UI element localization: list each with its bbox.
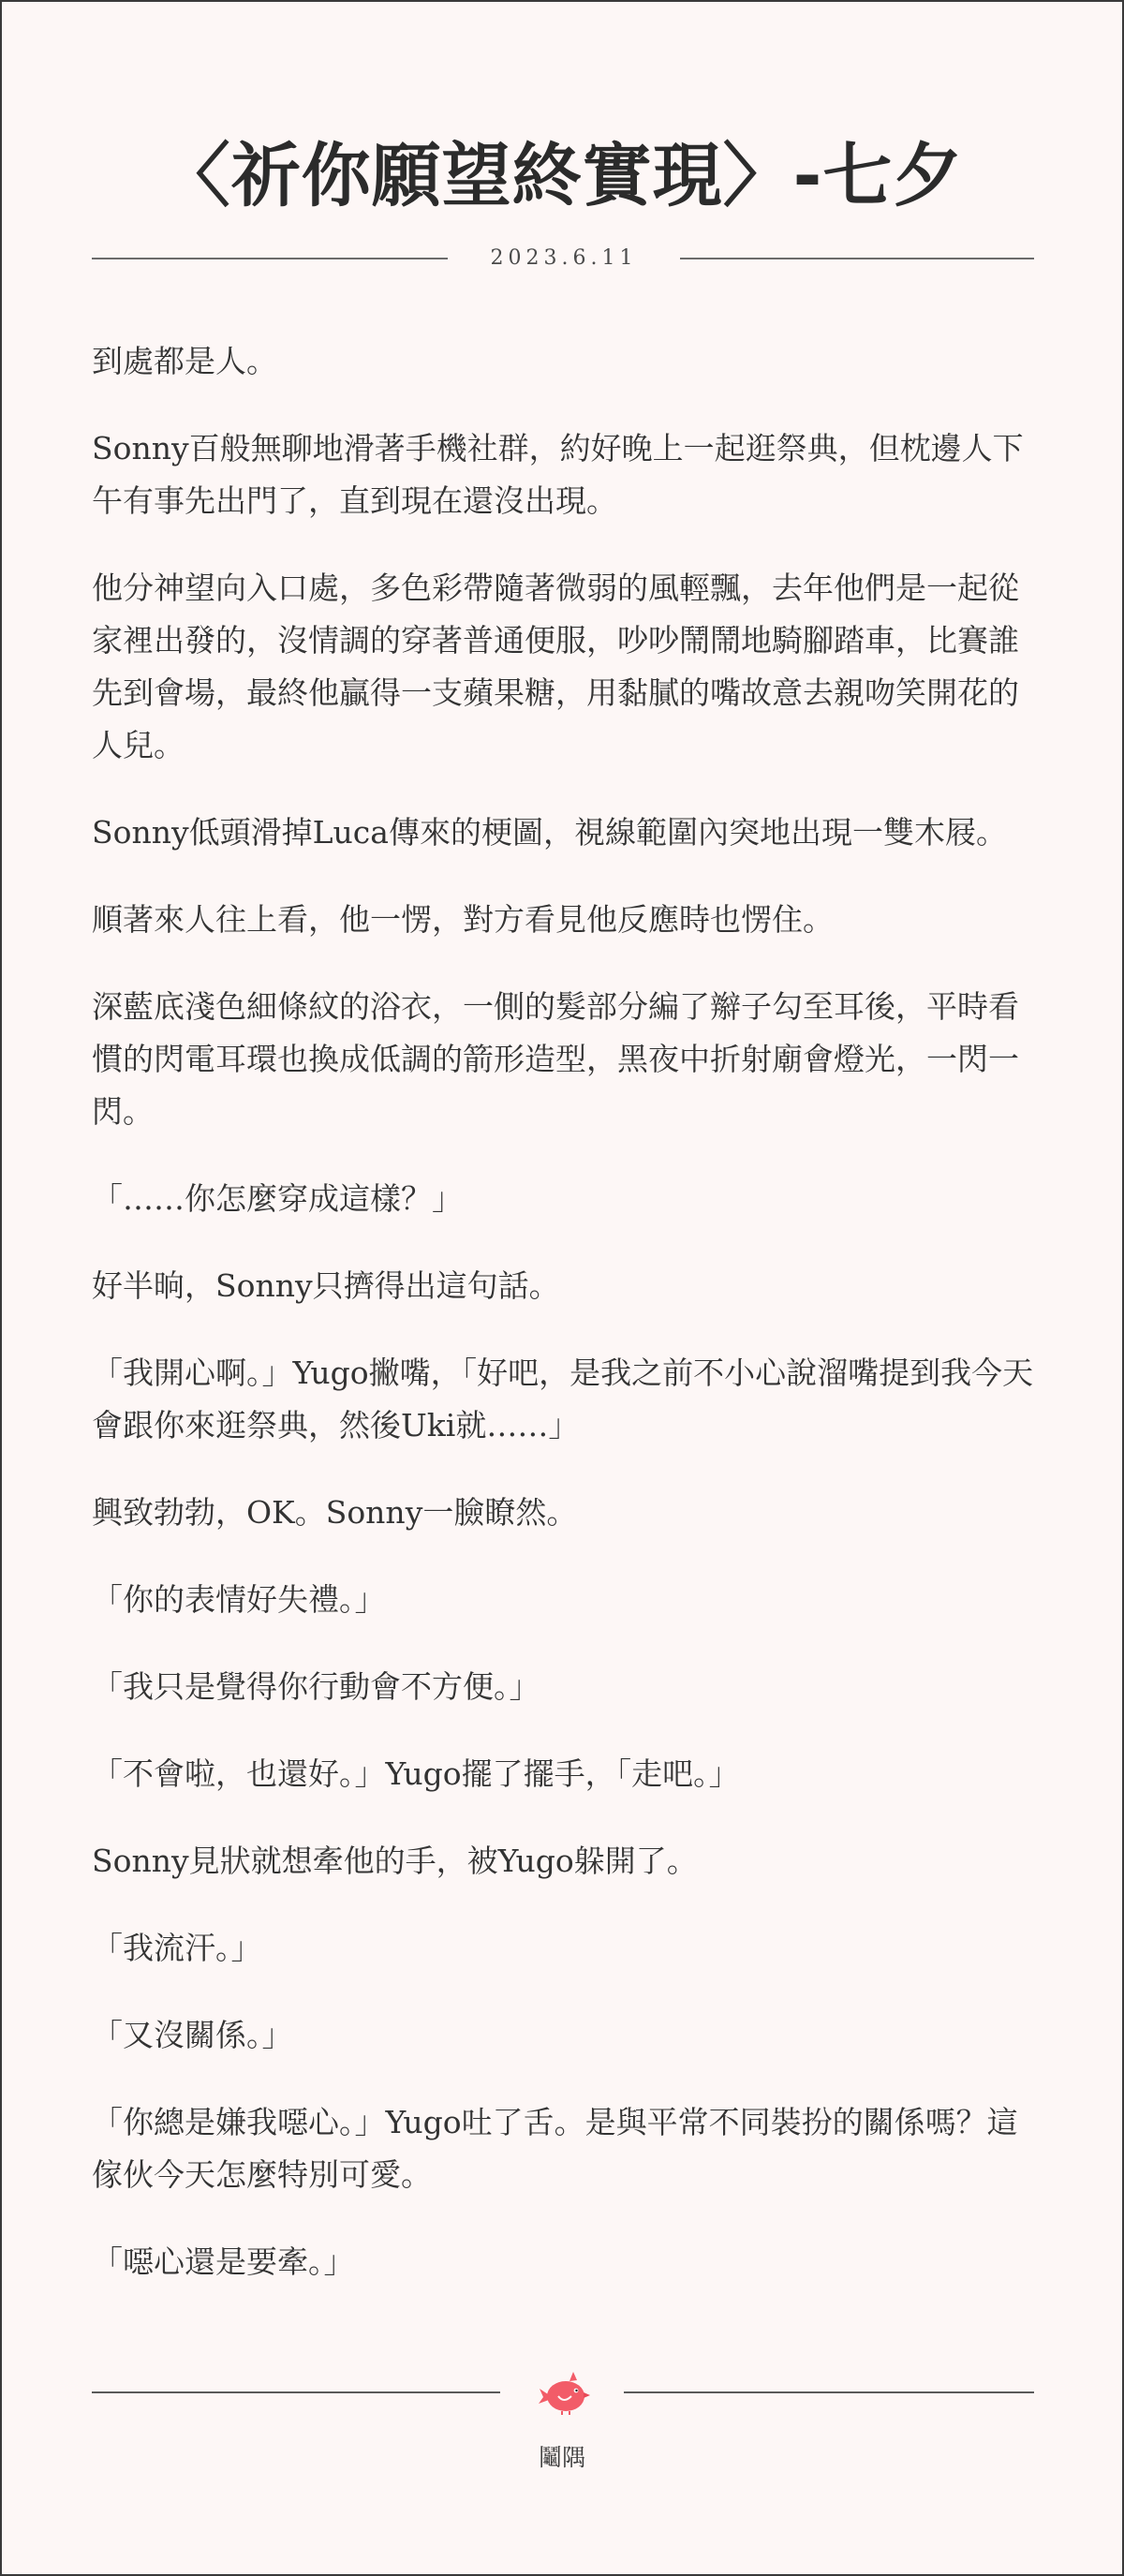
page-title: 〈祈你願望終實現〉-七夕 xyxy=(160,136,964,216)
paragraph: 「我只是覺得你行動會不方便。」 xyxy=(92,1668,540,1705)
paragraph: 「噁心還是要牽。」 xyxy=(92,2243,355,2280)
paragraph: Sonny見狀就想牽他的手，被Yugo躲開了。 xyxy=(92,1843,698,1879)
paragraph: 到處都是人。 xyxy=(92,343,277,379)
date-row xyxy=(92,242,1034,275)
paragraph: 「又沒關係。」 xyxy=(92,2017,293,2053)
divider-line xyxy=(624,2391,1034,2393)
paragraph: 順著來人往上看，他一愣，對方看見他反應時也愣住。 xyxy=(92,901,834,938)
divider-line xyxy=(92,2391,500,2393)
paragraph: 深藍底淺色細條紋的浴衣，一側的髮部分編了辮子勾至耳後，平時看慣的閃電耳環也換成低調的箭形造型，黑夜中折射廟會燈光，一閃一閃。 xyxy=(92,988,1019,1130)
paragraph: Sonny百般無聊地滑著手機社群，約好晚上一起逛祭典，但枕邊人下午有事先出門了，直到現在還沒出現。 xyxy=(92,430,1024,519)
article-body xyxy=(92,335,1038,2323)
paragraph: 他分神望向入口處，多色彩帶隨著微弱的風輕飄，去年他們是一起從家裡出發的，沒情調的穿著普通便服，吵吵鬧鬧地騎腳踏車，比賽誰先到會場，最終他贏得一支蘋果糖，用黏膩的嘴故意去親吻笑開花的人兒。 xyxy=(92,570,1019,763)
page xyxy=(2,2,1122,2574)
paragraph: 「我開心啊。」Yugo撇嘴，「好吧，是我之前不小心說溜嘴提到我今天會跟你來逛祭典，然後Uki就……」 xyxy=(92,1355,1034,1443)
paragraph: 好半晌，Sonny只擠得出這句話。 xyxy=(92,1267,560,1304)
divider-line xyxy=(92,258,448,259)
paragraph: 「不會啦，也還好。」Yugo擺了擺手，「走吧。」 xyxy=(92,1755,740,1792)
author-name: 鬮隅 xyxy=(538,2444,585,2471)
paragraph: 「你總是嫌我噁心。」Yugo吐了舌。是與平常不同裝扮的關係嗎？這傢伙今天怎麼特別可愛。 xyxy=(92,2104,1018,2193)
paragraph: 「……你怎麼穿成這樣？」 xyxy=(92,1180,463,1217)
paragraph: 「你的表情好失禮。」 xyxy=(92,1581,386,1618)
paragraph: 興致勃勃，OK。Sonny一臉瞭然。 xyxy=(92,1494,578,1531)
divider-line xyxy=(680,258,1034,259)
post-date: 2023.6.11 xyxy=(490,246,638,270)
paragraph: Sonny低頭滑掉Luca傳來的梗圖，視線範圍內突地出現一雙木屐。 xyxy=(92,814,1007,851)
paragraph: 「我流汗。」 xyxy=(92,1930,262,1966)
pink-bird-icon xyxy=(536,2368,592,2417)
footer-divider xyxy=(92,2366,1034,2419)
